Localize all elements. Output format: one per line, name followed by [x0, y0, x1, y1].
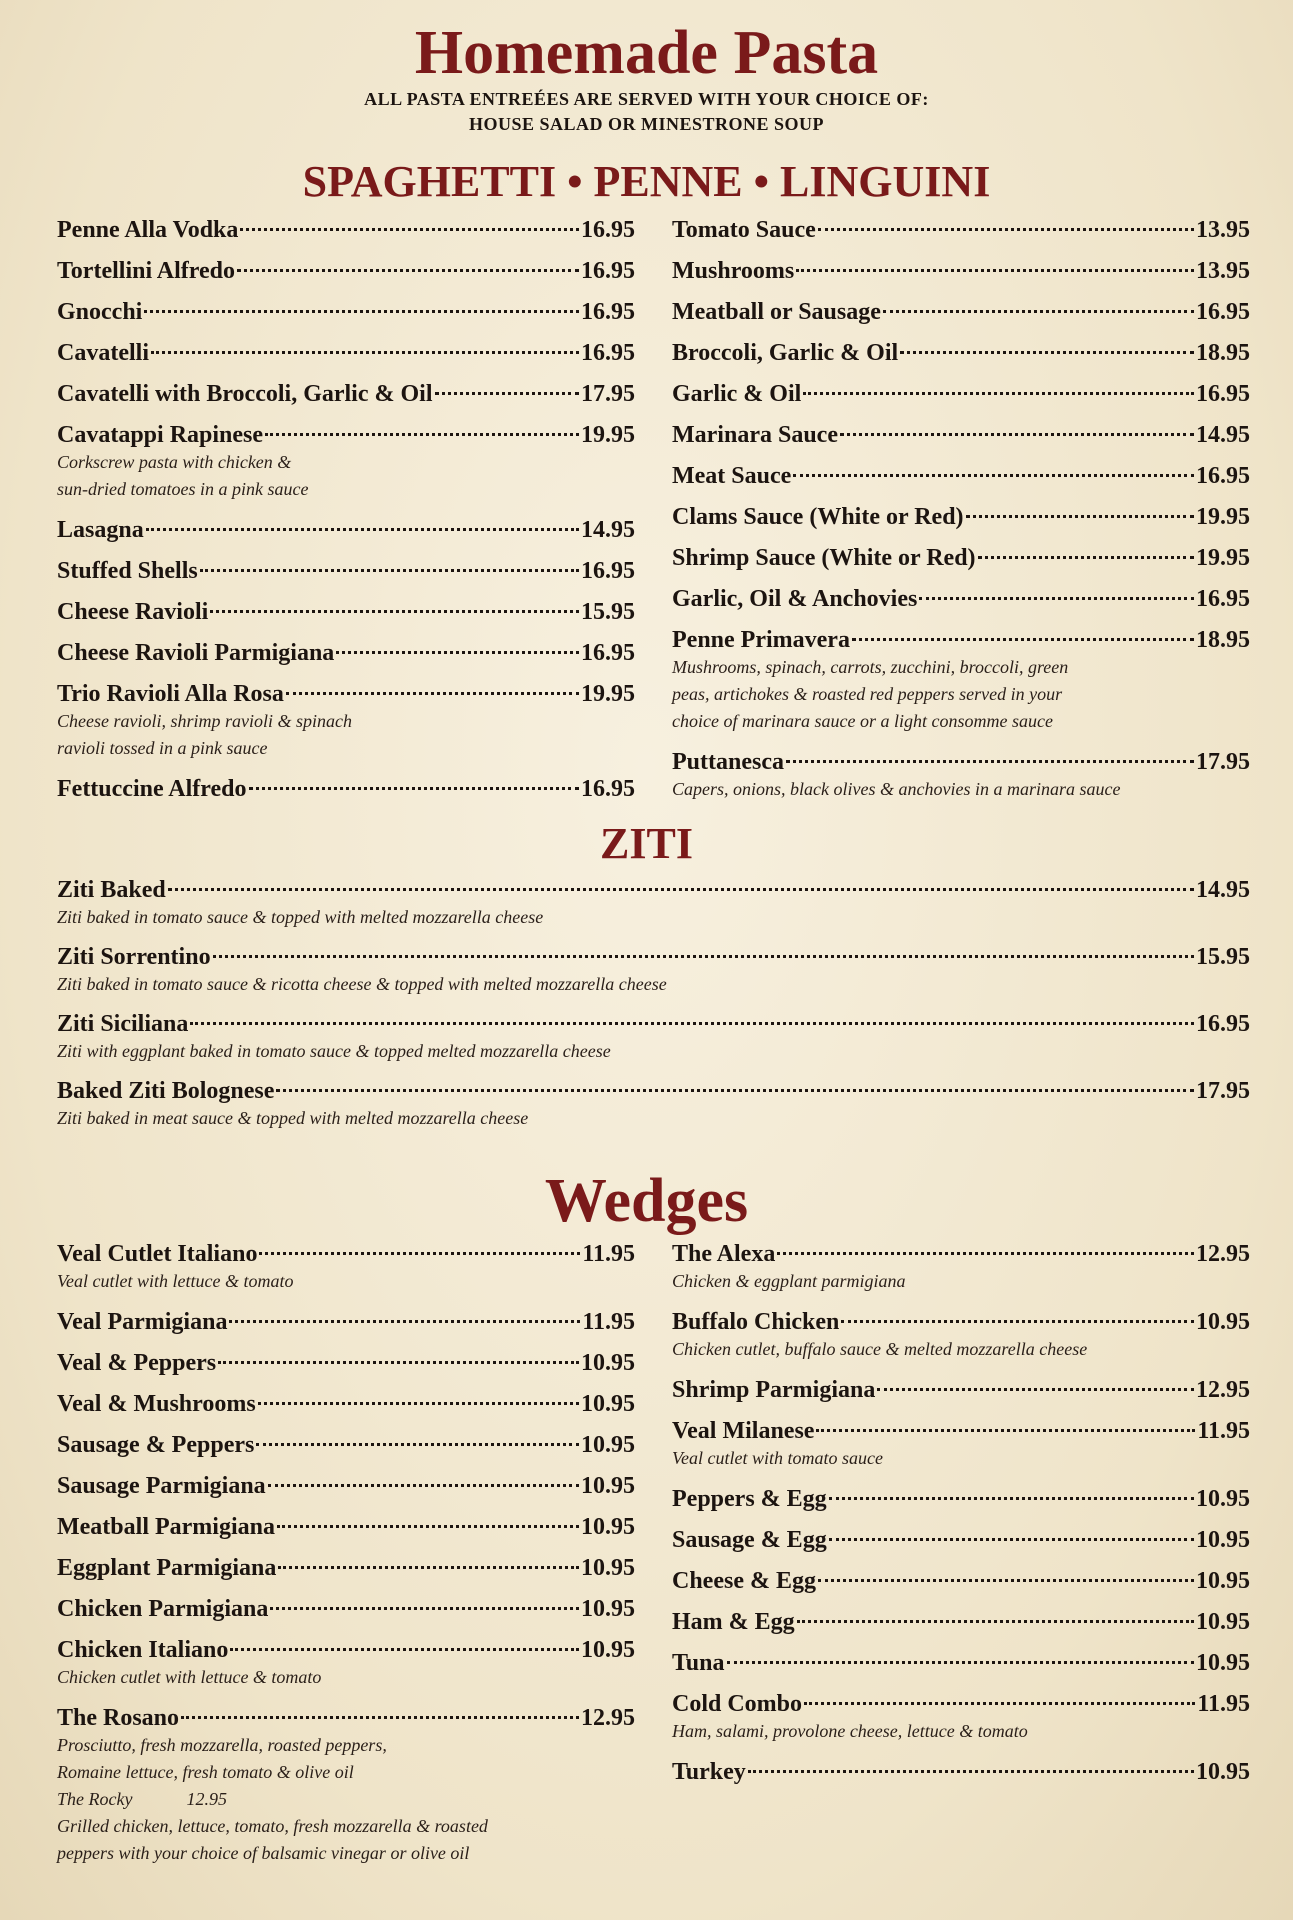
- menu-item: [57, 1011, 1250, 1064]
- menu-item: [672, 1527, 1250, 1553]
- dot-leader: [818, 228, 1194, 231]
- menu-item-row: [57, 1473, 635, 1499]
- menu-item-name: Chicken Parmigiana: [57, 1596, 269, 1622]
- menu-item-row: [672, 1650, 1250, 1676]
- dot-leader: [816, 1429, 1195, 1432]
- menu-item-row: [57, 944, 1250, 970]
- wedges-heading: Wedges: [544, 1167, 749, 1235]
- menu-item-description: Veal cutlet with lettuce & tomato: [57, 1271, 294, 1291]
- menu-item: [57, 1637, 635, 1690]
- menu-item-price: 10.95: [1196, 1309, 1250, 1335]
- menu-item-price: 16.95: [1196, 1011, 1250, 1037]
- menu-item-name: Clams Sauce (White or Red): [672, 504, 964, 530]
- menu-item-name: Cavatelli: [57, 340, 149, 366]
- menu-item: [57, 640, 635, 666]
- menu-item-description: Chicken cutlet with lettuce & tomato: [57, 1667, 322, 1687]
- menu-item-name: Meatball Parmigiana: [57, 1514, 275, 1540]
- menu-item-price: 14.95: [581, 517, 635, 543]
- menu-item-row: [57, 1432, 635, 1458]
- menu-item-row: [57, 1078, 1250, 1104]
- menu-item: [57, 1555, 635, 1581]
- menu-item-name: Buffalo Chicken: [672, 1309, 840, 1335]
- menu-item: [57, 681, 635, 761]
- menu-item-name: Penne Alla Vodka: [57, 217, 239, 243]
- menu-item-row: [672, 1486, 1250, 1512]
- menu-item-price: 10.95: [581, 1391, 635, 1417]
- menu-item-row: [672, 1527, 1250, 1553]
- menu-item: [57, 258, 635, 284]
- menu-item-price: 18.95: [1196, 627, 1250, 653]
- menu-item-name: Sausage & Peppers: [57, 1432, 255, 1458]
- menu-item-price: 17.95: [1196, 749, 1250, 775]
- menu-item-name: Baked Ziti Bolognese: [57, 1078, 275, 1104]
- menu-item-price: 16.95: [1196, 463, 1250, 489]
- dot-leader: [804, 1702, 1195, 1705]
- menu-item: [57, 1514, 635, 1540]
- menu-item-name: Cheese Ravioli Parmigiana: [57, 640, 335, 666]
- pasta-heading: SPAGHETTI • PENNE • LINGUINI: [302, 157, 991, 206]
- menu-item-name: Sausage Parmigiana: [57, 1473, 266, 1499]
- menu-item: [672, 586, 1250, 612]
- dot-leader: [796, 269, 1194, 272]
- menu-item-price: 15.95: [581, 599, 635, 625]
- menu-item-row: [57, 1705, 635, 1731]
- menu-item-name: Broccoli, Garlic & Oil: [672, 340, 899, 366]
- dot-leader: [841, 1320, 1194, 1323]
- menu-item-row: [672, 340, 1250, 366]
- menu-item-name: Mushrooms: [672, 258, 795, 284]
- menu-item-name: The Rosano: [57, 1705, 180, 1731]
- menu-item-row: [57, 381, 635, 407]
- menu-item-name: Veal Parmigiana: [57, 1309, 228, 1335]
- dot-leader: [978, 556, 1194, 559]
- menu-item-row: [57, 1596, 635, 1622]
- menu-item-row: [672, 1759, 1250, 1785]
- menu-item: [57, 340, 635, 366]
- dot-leader: [852, 638, 1194, 641]
- menu-item: [57, 299, 635, 325]
- menu-item-name: Cavatappi Rapinese: [57, 422, 264, 448]
- menu-item-row: [672, 749, 1250, 775]
- dot-leader: [229, 1320, 580, 1323]
- dot-leader: [230, 1648, 579, 1651]
- dot-leader: [748, 1770, 1194, 1773]
- menu-item-row: [57, 640, 635, 666]
- menu-item-description: Ziti baked in tomato sauce & topped with melted mozzarella cheese: [57, 907, 544, 927]
- dot-leader: [900, 351, 1194, 354]
- menu-item-row: [672, 1241, 1250, 1267]
- menu-item-row: [672, 217, 1250, 243]
- menu-item: [672, 299, 1250, 325]
- dot-leader: [793, 474, 1194, 477]
- dot-leader: [829, 1497, 1194, 1500]
- menu-item-row: [57, 1350, 635, 1376]
- menu-item: [57, 422, 635, 502]
- menu-item-description: Cheese ravioli, shrimp ravioli & spinach: [57, 711, 352, 731]
- menu-item-row: [672, 299, 1250, 325]
- menu-item-price: 10.95: [581, 1596, 635, 1622]
- menu-item-price: 16.95: [1196, 586, 1250, 612]
- menu-item: [57, 517, 635, 543]
- menu-item-description: Ham, salami, provolone cheese, lettuce & tomato: [672, 1721, 1028, 1741]
- menu-item-row: [57, 776, 635, 802]
- dot-leader: [727, 1661, 1195, 1664]
- ziti-heading: ZITI: [600, 819, 693, 868]
- menu-item-name: Tortellini Alfredo: [57, 258, 236, 284]
- menu-item-name: Cavatelli with Broccoli, Garlic & Oil: [57, 381, 433, 407]
- menu-item-price: 11.95: [582, 1309, 635, 1335]
- menu-item-row: [672, 1418, 1250, 1444]
- menu-item: [672, 1650, 1250, 1676]
- menu-item-row: [672, 1609, 1250, 1635]
- menu-item-row: [57, 599, 635, 625]
- menu-item: [57, 1078, 1250, 1131]
- menu-item-price: 10.95: [1196, 1650, 1250, 1676]
- menu-item-price: 16.95: [1196, 381, 1250, 407]
- menu-item-name: Eggplant Parmigiana: [57, 1555, 277, 1581]
- menu-item-name: Fettuccine Alfredo: [57, 776, 247, 802]
- menu-item-row: [57, 1391, 635, 1417]
- menu-item-row: [57, 877, 1250, 903]
- menu-item-price: 10.95: [581, 1432, 635, 1458]
- menu-item-price: 10.95: [581, 1350, 635, 1376]
- menu-item: [672, 217, 1250, 243]
- menu-item-row: [57, 340, 635, 366]
- menu-item-description: Ziti baked in tomato sauce & ricotta cheese & topped with melted mozzarella cheese: [57, 974, 667, 994]
- dot-leader: [240, 228, 579, 231]
- menu-item: [57, 1350, 635, 1376]
- menu-item-description: Ziti with eggplant baked in tomato sauce & topped melted mozzarella cheese: [57, 1041, 611, 1061]
- menu-item: [57, 944, 1250, 997]
- dot-leader: [270, 1607, 579, 1610]
- dot-leader: [268, 1484, 579, 1487]
- menu-item-name: Ziti Sorrentino: [57, 944, 211, 970]
- menu-item: [672, 1759, 1250, 1785]
- menu-item-row: [57, 1011, 1250, 1037]
- menu-item-price: 10.95: [1196, 1568, 1250, 1594]
- menu-item-description: The Rocky 12.95: [57, 1789, 227, 1809]
- menu-item-name: Penne Primavera: [672, 627, 850, 653]
- dot-leader: [181, 1716, 579, 1719]
- menu-item-name: Ham & Egg: [672, 1609, 795, 1635]
- menu-item-name: Meatball or Sausage: [672, 299, 881, 325]
- menu-item: [57, 558, 635, 584]
- menu-item-price: 19.95: [1196, 545, 1250, 571]
- menu-item-price: 15.95: [1196, 944, 1250, 970]
- dot-leader: [277, 1525, 579, 1528]
- menu-item-price: 14.95: [1196, 422, 1250, 448]
- menu-item-description: peppers with your choice of balsamic vinegar or olive oil: [57, 1843, 470, 1863]
- menu-item-price: 16.95: [581, 340, 635, 366]
- menu-item: [57, 776, 635, 802]
- menu-item-row: [672, 258, 1250, 284]
- menu-item-description: peas, artichokes & roasted red peppers served in your: [672, 684, 1063, 704]
- dot-leader: [146, 528, 579, 531]
- dot-leader: [168, 888, 1194, 891]
- menu-item-row: [672, 381, 1250, 407]
- dot-leader: [278, 1566, 579, 1569]
- menu-item-name: Peppers & Egg: [672, 1486, 827, 1512]
- menu-item-row: [57, 258, 635, 284]
- menu-item-name: The Alexa: [672, 1241, 776, 1267]
- menu-item-price: 10.95: [1196, 1486, 1250, 1512]
- menu-item: [57, 381, 635, 407]
- menu-item-price: 16.95: [581, 258, 635, 284]
- menu-item-row: [57, 558, 635, 584]
- menu-item: [672, 1609, 1250, 1635]
- menu-item: [57, 1596, 635, 1622]
- menu-item-row: [57, 299, 635, 325]
- menu-item-name: Cheese Ravioli: [57, 599, 209, 625]
- menu-item-price: 19.95: [581, 422, 635, 448]
- menu-item: [57, 217, 635, 243]
- menu-item-name: Turkey: [672, 1759, 746, 1785]
- menu-item: [57, 1241, 635, 1294]
- menu-item-name: Lasagna: [57, 517, 144, 543]
- wedges-right-column: [672, 1241, 1250, 1785]
- menu-item-description: Corkscrew pasta with chicken &: [57, 452, 292, 472]
- menu-item-name: Veal & Mushrooms: [57, 1391, 256, 1417]
- menu-item-price: 10.95: [1196, 1527, 1250, 1553]
- dot-leader: [435, 392, 580, 395]
- menu-item-price: 12.95: [581, 1705, 635, 1731]
- menu-item: [57, 1432, 635, 1458]
- dot-leader: [256, 1443, 579, 1446]
- menu-item: [57, 1705, 635, 1866]
- menu-item-description: Romaine lettuce, fresh tomato & olive oil: [57, 1762, 354, 1782]
- menu-item: [672, 1691, 1250, 1744]
- menu-item: [672, 463, 1250, 489]
- menu-item-price: 16.95: [581, 558, 635, 584]
- menu-item: [672, 258, 1250, 284]
- dot-leader: [877, 1388, 1194, 1391]
- menu-item-price: 10.95: [1196, 1759, 1250, 1785]
- pasta-right-column: [672, 217, 1250, 802]
- menu-item: [57, 1309, 635, 1335]
- dot-leader: [803, 392, 1194, 395]
- menu-item-price: 10.95: [581, 1555, 635, 1581]
- menu-item: [672, 1309, 1250, 1362]
- menu-item-description: Capers, onions, black olives & anchovies in a marinara sauce: [672, 779, 1121, 799]
- subtitle-line-1: ALL PASTA ENTREÉES ARE SERVED WITH YOUR CHOICE OF:: [364, 89, 929, 109]
- page-title: Homemade Pasta: [414, 19, 879, 87]
- dot-leader: [265, 433, 579, 436]
- dot-leader: [883, 310, 1194, 313]
- menu-item: [57, 1391, 635, 1417]
- menu-item-row: [672, 422, 1250, 448]
- menu-item-price: 11.95: [582, 1241, 635, 1267]
- menu-item-price: 16.95: [581, 217, 635, 243]
- menu-item-name: Shrimp Parmigiana: [672, 1377, 876, 1403]
- menu-item: [672, 504, 1250, 530]
- menu-item-price: 10.95: [581, 1637, 635, 1663]
- dot-leader: [190, 1022, 1194, 1025]
- subtitle-line-2: HOUSE SALAD OR MINESTRONE SOUP: [468, 114, 825, 134]
- menu-item-description: Chicken cutlet, buffalo sauce & melted mozzarella cheese: [672, 1339, 1088, 1359]
- menu-item: [57, 877, 1250, 930]
- menu-item-description: Ziti baked in meat sauce & topped with melted mozzarella cheese: [57, 1108, 529, 1128]
- menu-item-row: [57, 681, 635, 707]
- menu-item-price: 10.95: [581, 1473, 635, 1499]
- menu-item: [672, 627, 1250, 734]
- wedges-left-column: [57, 1241, 635, 1866]
- menu-item-price: 17.95: [581, 381, 635, 407]
- menu-item-description: Veal cutlet with tomato sauce: [672, 1448, 883, 1468]
- menu-item-description: choice of marinara sauce or a light consomme sauce: [672, 711, 1053, 731]
- dot-leader: [276, 1089, 1194, 1092]
- menu-item-name: Veal Cutlet Italiano: [57, 1241, 258, 1267]
- menu-item-name: Tuna: [672, 1650, 725, 1676]
- dot-leader: [797, 1620, 1194, 1623]
- dot-leader: [829, 1538, 1194, 1541]
- menu-item-price: 13.95: [1196, 258, 1250, 284]
- menu-item-price: 14.95: [1196, 877, 1250, 903]
- menu-item-name: Chicken Italiano: [57, 1637, 229, 1663]
- menu-item-name: Stuffed Shells: [57, 558, 198, 584]
- menu-item-price: 19.95: [1196, 504, 1250, 530]
- menu-item-price: 16.95: [581, 640, 635, 666]
- menu-item-name: Cheese & Egg: [672, 1568, 816, 1594]
- menu-item-row: [672, 1691, 1250, 1717]
- menu-item-price: 17.95: [1196, 1078, 1250, 1104]
- menu-item: [672, 1486, 1250, 1512]
- menu-item-price: 10.95: [581, 1514, 635, 1540]
- menu-item-row: [57, 422, 635, 448]
- dot-leader: [777, 1252, 1194, 1255]
- menu-item-price: 11.95: [1197, 1691, 1250, 1717]
- menu-item-description: Grilled chicken, lettuce, tomato, fresh mozzarella & roasted: [57, 1816, 488, 1836]
- dot-leader: [237, 269, 579, 272]
- menu-item-row: [672, 504, 1250, 530]
- menu-item-name: Veal Milanese: [672, 1418, 815, 1444]
- menu-item-price: 16.95: [581, 299, 635, 325]
- menu-item-row: [57, 1309, 635, 1335]
- menu-item-name: Veal & Peppers: [57, 1350, 217, 1376]
- dot-leader: [919, 597, 1194, 600]
- dot-leader: [840, 433, 1194, 436]
- pasta-left-column: [57, 217, 635, 802]
- menu-item-name: Meat Sauce: [672, 463, 792, 489]
- menu-item: [672, 545, 1250, 571]
- dot-leader: [966, 515, 1194, 518]
- menu-item: [672, 1377, 1250, 1403]
- menu-item-name: Garlic, Oil & Anchovies: [672, 586, 918, 612]
- menu-item-description: Mushrooms, spinach, carrots, zucchini, broccoli, green: [672, 657, 1069, 677]
- menu-item-name: Puttanesca: [672, 749, 784, 775]
- menu-item-description: Chicken & eggplant parmigiana: [672, 1271, 906, 1291]
- dot-leader: [259, 1252, 580, 1255]
- menu-item-name: Cold Combo: [672, 1691, 803, 1717]
- dot-leader: [786, 760, 1194, 763]
- menu-item-row: [57, 1514, 635, 1540]
- menu-item: [672, 1568, 1250, 1594]
- menu-item-description: sun-dried tomatoes in a pink sauce: [57, 479, 309, 499]
- menu-item-row: [672, 1377, 1250, 1403]
- dot-leader: [200, 569, 579, 572]
- menu-item-row: [57, 517, 635, 543]
- menu-item-name: Ziti Siciliana: [57, 1011, 189, 1037]
- menu-item-row: [57, 217, 635, 243]
- menu-item-row: [672, 1568, 1250, 1594]
- menu-item: [672, 1241, 1250, 1294]
- menu-item: [672, 340, 1250, 366]
- dot-leader: [336, 651, 579, 654]
- menu-item-name: Marinara Sauce: [672, 422, 838, 448]
- menu-item-row: [672, 627, 1250, 653]
- dot-leader: [218, 1361, 579, 1364]
- menu-item-description: Prosciutto, fresh mozzarella, roasted peppers,: [57, 1735, 387, 1755]
- menu-item: [672, 422, 1250, 448]
- ziti-list: [57, 877, 1250, 1131]
- menu-item-price: 16.95: [581, 776, 635, 802]
- menu-item-price: 12.95: [1196, 1241, 1250, 1267]
- menu-item-price: 13.95: [1196, 217, 1250, 243]
- menu-item-name: Shrimp Sauce (White or Red): [672, 545, 976, 571]
- menu-item: [672, 381, 1250, 407]
- menu-item-name: Ziti Baked: [57, 877, 166, 903]
- dot-leader: [144, 310, 579, 313]
- dot-leader: [258, 1402, 579, 1405]
- menu-item: [672, 749, 1250, 802]
- menu-item: [672, 1418, 1250, 1471]
- menu-item-name: Trio Ravioli Alla Rosa: [57, 681, 284, 707]
- menu-item: [57, 1473, 635, 1499]
- menu-item-name: Tomato Sauce: [672, 217, 816, 243]
- menu-item-price: 12.95: [1196, 1377, 1250, 1403]
- menu-item-name: Gnocchi: [57, 299, 143, 325]
- menu-item-name: Garlic & Oil: [672, 381, 802, 407]
- dot-leader: [286, 692, 579, 695]
- menu-item-row: [57, 1241, 635, 1267]
- menu-item-description: ravioli tossed in a pink sauce: [57, 738, 268, 758]
- dot-leader: [151, 351, 579, 354]
- menu-item-price: 18.95: [1196, 340, 1250, 366]
- menu-item-price: 19.95: [581, 681, 635, 707]
- menu-item-price: 10.95: [1196, 1609, 1250, 1635]
- dot-leader: [210, 610, 579, 613]
- menu-item: [57, 599, 635, 625]
- dot-leader: [249, 787, 579, 790]
- menu-item-row: [672, 463, 1250, 489]
- menu-item-row: [672, 1309, 1250, 1335]
- menu-item-row: [672, 545, 1250, 571]
- menu-item-row: [672, 586, 1250, 612]
- menu-item-price: 16.95: [1196, 299, 1250, 325]
- menu-item-price: 11.95: [1197, 1418, 1250, 1444]
- menu-item-row: [57, 1637, 635, 1663]
- dot-leader: [818, 1579, 1194, 1582]
- menu-item-row: [57, 1555, 635, 1581]
- dot-leader: [213, 955, 1194, 958]
- menu-item-name: Sausage & Egg: [672, 1527, 827, 1553]
